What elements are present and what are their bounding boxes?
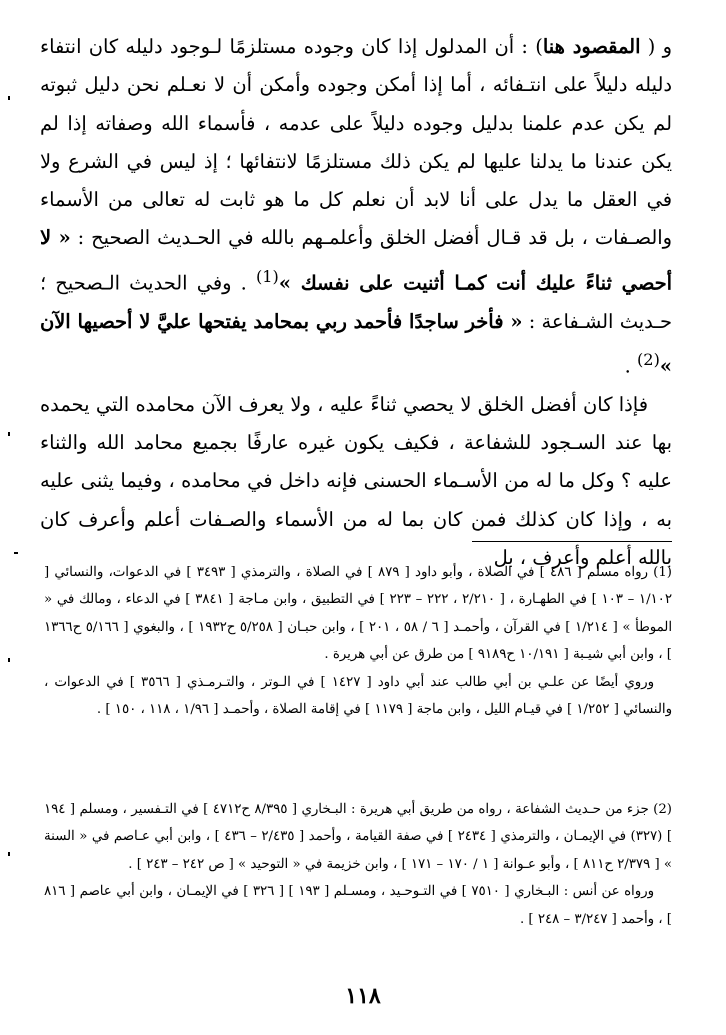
scan-mark <box>8 96 10 100</box>
main-text <box>40 28 672 577</box>
footnote-1 <box>44 559 672 723</box>
scan-mark <box>8 658 10 662</box>
footnote-ref-1: (1) <box>255 266 279 286</box>
footnote-ref-2: (2) <box>636 349 660 369</box>
hadith-quote-1: « لا أحصي ثناءً عليك أنت كمـا أثنيت على نفسك » <box>40 226 673 295</box>
footnote-1-text: (1) رواه مسلم [ ٤٨٦ ] في الصلاة ، وأبو داود [ ٨٧٩ ] في الصلاة ، والترمذي [ ٣٤٩٣ ] في الدعوات، والنسائي [ ١/١٠٢ – ١٠٣ ] في الطهـارة ، [ ٢/٢١٠ ، ٢٢٢ – ٢٢٣ ] في التطبيق ، وابن مـاجة [ ٣٨٤١ ] في الدعاء ، ومالك في « الموطأ » [ ١/٢١٤ ] في القرآن ، وأحمـد [ ٦ / ٥٨ ، ٢٠١ ] ، وابن حبـان [ ٥/٢٥٨ ح١٩٣٢ ] ، والبغوي [ ٥/١٦٦ ح١٣٦٦ ] ، وابن أبي شيـبة [ ١٠/١٩١ ح٩١٨٩ ] من طرق عن أبي هريرة . <box>44 565 673 663</box>
footnote-2 <box>44 796 672 933</box>
hadith-quote-2: « فأخر ساجدًا فأحمد ربي بمحامد يفتحها عليَّ لا أحصيها الآن » <box>40 309 672 378</box>
footnote-2-extra: ورواه عن أنس : البـخاري [ ٧٥١٠ ] في التـوحـيد ، ومسـلم [ ١٩٣ ] [ ٣٢٦ ] في الإيمـان ، وابن أبي عاصم [ ٨١٦ ] ، وأحمد [ ٣/٢٤٧ – ٢٤٨ ] . <box>44 884 672 927</box>
scan-mark <box>8 852 10 856</box>
footnote-separator <box>472 541 672 542</box>
page-number: ١١٨ <box>345 983 381 1009</box>
scan-mark <box>8 432 10 436</box>
paragraph-lead: و ( <box>640 35 672 58</box>
section-term: المقصود هنا <box>542 35 641 58</box>
footnote-2-text: (2) جزء من حـديث الشفاعة ، رواه من طريق أبي هريرة : البـخاري [ ٨/٣٩٥ ح٤٧١٢ ] في التـفسير ، ومسلم [ ١٩٤ ] (٣٢٧) في الإيمـان ، والترمذي [ ٢٤٣٤ ] في صفة القيامة ، وأحمد [ ٢/٤٣٥ – ٤٣٦ ] ، وابن أبي عـاصم في « السنة » [ ٢/٣٧٩ ح٨١١ ] ، وأبو عـوانة [ ١ / ١٧٠ – ١٧١ ] ، وابن خزيمة في « التوحيد » [ ص ٢٤٢ – ٢٤٣ ] . <box>44 802 673 872</box>
scan-mark <box>14 552 18 554</box>
paragraph-1 <box>40 28 672 386</box>
paragraph-1-end: . <box>624 354 637 378</box>
paragraph-2: فإذا كان أفضل الخلق لا يحصي ثناءً عليه ، ولا يعرف الآن محامده التي يحمده بها عند السـجود للشفاعة ، فكيف يكون غيره عارفًا بجميع محامد الله والثناء عليه ؟ وكل ما له من الأسـماء الحسنى فإنه داخل في محامده ، وفيما يثنى عليه به ، وإذا كان كذلك فمن كان بما له من الأسماء والصـفات أعلم وأعرف كان بالله أعلم وأعرف ، بل <box>40 392 672 569</box>
paragraph-1-mid: . وفي الحديث الـصحيح ؛ حـديث الشـفاعة : <box>40 271 672 333</box>
paragraph-1-body: ) : أن المدلول إذا كان وجوده مستلزمًا لـوجود دليله كان انتفاء دليله دليلاً على انتـفائه ، أما إذا أمكن وجوده وأمكن أن لا نعـلم نحن دليل ثبوته لم يكن عدم علمنا بدليل وجوده دليلاً على عدمه ، فأسماء الله وصفاته إذا لم يكن عندنا ما يدلنا عليها لم يكن ذلك مستلزمًا لانتفائها ؛ إذ ليس في الشرع ولا في العقل ما يدل على أنا لابد أن نعلم كل ما هو ثابت له تعالى من الأسماء والصـفات ، بل قد قـال أفضل الخلق وأعلمـهم بالله في الحـديث الصحيح : <box>40 35 672 250</box>
footnote-1-extra: وروي أيضًا عن علـي بن أبي طالب عند أبي داود [ ١٤٢٧ ] في الـوتر ، والتـرمـذي [ ٣٥٦٦ ] في الدعوات ، والنسائي [ ١/٢٥٢ ] في قيـام الليل ، وابن ماجة [ ١١٧٩ ] في إقامة الصلاة ، وأحمـد [ ١/٩٦ ، ١١٨ ، ١٥٠ ] . <box>44 674 672 718</box>
